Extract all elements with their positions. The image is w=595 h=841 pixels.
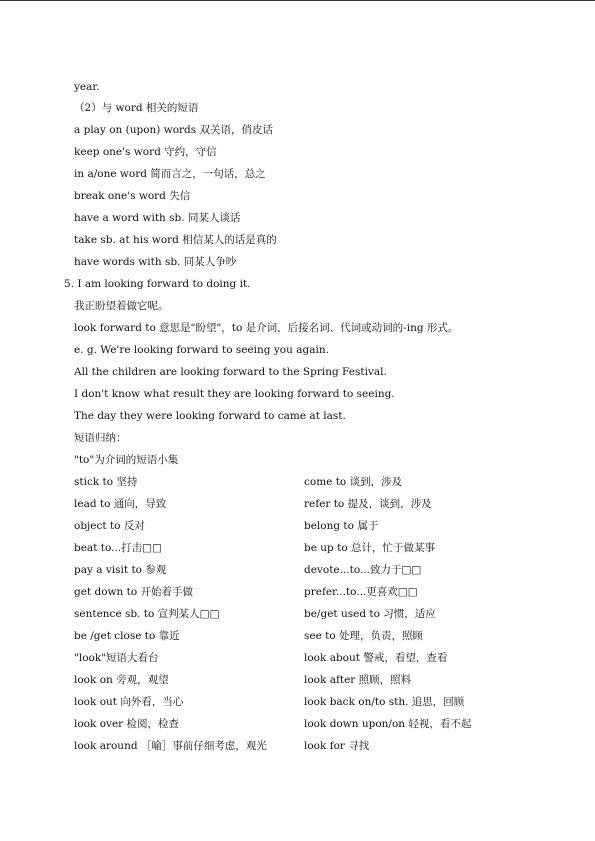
phrase-left: pay a visit to 参观: [74, 564, 167, 576]
phrase-right: refer to 提及，谈到，涉及: [304, 498, 432, 510]
phrase-right: look about 警戒，看望，查看: [304, 652, 448, 664]
phrase-line: have words with sb. 同某人争吵: [74, 256, 237, 268]
section-heading: "to"为介词的短语小集: [74, 454, 179, 466]
text-line: year.: [74, 81, 100, 93]
phrase-right: look down upon/on 轻视，看不起: [304, 718, 472, 730]
section-heading: （2）与 word 相关的短语: [74, 102, 199, 114]
phrase-right: prefer...to...更喜欢□□: [304, 586, 418, 598]
phrase-left: sentence sb. to 宣判某人□□: [74, 608, 220, 620]
phrase-left: look over 检阅，检查: [74, 718, 180, 730]
example-line: The day they were looking forward to came at last.: [74, 410, 346, 422]
phrase-line: in a/one word 简而言之，一句话，总之: [74, 168, 266, 180]
section-heading: "look"短语大看台: [74, 652, 159, 664]
example-line: e. g. We're looking forward to seeing you again.: [74, 344, 329, 356]
phrase-left: look around ［喻］事前仔细考虑，观光: [74, 740, 267, 752]
phrase-left: look out 向外看，当心: [74, 696, 184, 708]
phrase-right: look for 寻找: [304, 740, 370, 752]
example-line: I don't know what result they are looking forward to seeing.: [74, 388, 395, 400]
phrase-right: be up to 总计，忙于做某事: [304, 542, 435, 554]
text-line: look forward to 意思是"盼望"，to 是介词，后接名词、代词或动词的-ing 形式。: [74, 322, 459, 334]
phrase-left: lead to 通向，导致: [74, 498, 167, 510]
phrase-line: have a word with sb. 同某人谈话: [74, 212, 241, 224]
phrase-left: object to 反对: [74, 520, 145, 532]
phrase-right: be/get used to 习惯，适应: [304, 608, 436, 620]
phrase-right: come to 谈到，涉及: [304, 476, 403, 488]
phrase-left: beat to...打击□□: [74, 542, 162, 554]
text-line: 我正盼望着做它呢。: [74, 300, 169, 312]
phrase-left: be /get close to 靠近: [74, 630, 180, 642]
numbered-item-heading: 5. I am looking forward to doing it.: [64, 278, 251, 290]
section-heading: 短语归纳：: [74, 432, 127, 444]
phrase-right: look back on/to sth. 追思，回顾: [304, 696, 465, 708]
page-top-rule: [0, 0, 595, 1]
phrase-line: take sb. at his word 相信某人的话是真的: [74, 234, 277, 246]
phrase-left: get down to 开始着手做: [74, 586, 194, 598]
phrase-line: break one's word 失信: [74, 190, 191, 202]
example-line: All the children are looking forward to the Spring Festival.: [74, 366, 387, 378]
phrase-line: keep one's word 守约，守信: [74, 146, 217, 158]
phrase-left: look on 旁观，观望: [74, 674, 169, 686]
phrase-left: stick to 坚持: [74, 476, 138, 488]
phrase-line: a play on (upon) words 双关语，俏皮话: [74, 124, 274, 136]
phrase-right: look after 照顾，照料: [304, 674, 412, 686]
phrase-right: devote...to...致力于□□: [304, 564, 422, 576]
phrase-right: see to 处理，负责，照顾: [304, 630, 424, 642]
phrase-right: belong to 属于: [304, 520, 379, 532]
